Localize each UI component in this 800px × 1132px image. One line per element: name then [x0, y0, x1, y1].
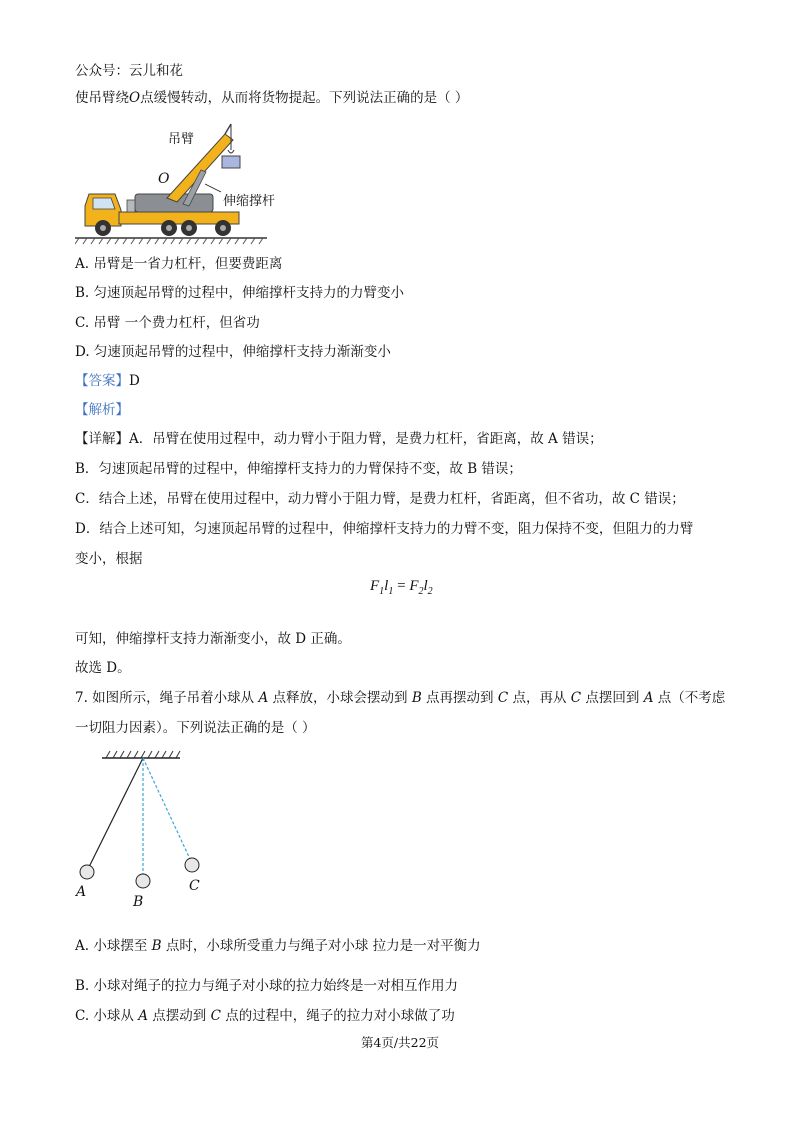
- q7-stem-line1: [75, 689, 725, 707]
- label-c: C: [189, 878, 200, 894]
- q7-text: 点（不考虑: [653, 690, 726, 706]
- pendulum-figure: [70, 748, 220, 914]
- label-a: A: [76, 884, 87, 900]
- crane-figure: [75, 114, 275, 246]
- detail-text-a: A．吊臂在使用过程中，动力臂小于阻力臂，是费力杠杆，省距离，故 A 错误；: [129, 431, 603, 447]
- lever-equation: $F_1l_1 = F_2l_2$: [370, 578, 433, 597]
- q7-option-text: A. 小球摆至: [75, 938, 152, 954]
- analysis-tag: 【解析】: [75, 402, 129, 418]
- q7-option-point: A: [138, 1008, 148, 1024]
- label-b: B: [133, 894, 144, 910]
- q7-option-c: [75, 1007, 455, 1025]
- label-rod: 伸缩撑杆: [223, 194, 276, 209]
- q7-point: C: [570, 690, 582, 706]
- label-arm: 吊臂: [168, 132, 195, 147]
- q7-option-text: 点的过程中，绳子的拉力对小球做了功: [220, 1008, 455, 1024]
- q7-option-text: 点摆动到: [147, 1008, 211, 1024]
- q7-option-text: 点时，小球所受重力与绳子对小球 拉力是一对平衡力: [161, 938, 481, 954]
- q7-option-b: [75, 977, 458, 995]
- q6-stem: [75, 89, 468, 107]
- q6-stem-point: O: [129, 90, 141, 106]
- q7-option-text: B. 小球对绳子的拉力与绳子对小球的拉力始终是一对相互作用力: [75, 978, 459, 994]
- detail-line-d: D．结合上述可知，匀速顶起吊臂的过程中，伸缩撑杆支持力的力臂不变，阻力保持不变，但阻力的力臂: [75, 521, 694, 537]
- q7-option-a: [75, 937, 481, 955]
- q7-point: B: [411, 690, 422, 706]
- q7-point: A: [258, 690, 269, 706]
- q7-point: A: [643, 690, 654, 706]
- q6-option-d: D. 匀速顶起吊臂的过程中，伸缩撑杆支持力渐渐变小: [75, 344, 391, 360]
- q6-option-b: B. 匀速顶起吊臂的过程中，伸缩撑杆支持力的力臂变小: [75, 285, 405, 301]
- q7-option-text: C. 小球从: [75, 1008, 139, 1024]
- q6-stem-before: 使吊臂绕: [75, 90, 129, 106]
- q7-stem-line2: 一切阻力因素）。下列说法正确的是（ ）: [75, 720, 316, 736]
- detail-line-b: B．匀速顶起吊臂的过程中，伸缩撑杆支持力的力臂保持不变，故 B 错误；: [75, 461, 522, 477]
- header-account: 公众号：云儿和花: [75, 63, 183, 79]
- q7-text: 7. 如图所示，绳子吊着小球从: [75, 690, 259, 706]
- q6-choose: 故选 D。: [75, 660, 131, 676]
- page-number: 第4页/共22页: [360, 1035, 440, 1050]
- detail-line-e: 变小，根据: [75, 551, 143, 567]
- answer-value: D: [129, 373, 140, 389]
- q7-text: 点释放，小球会摆动到: [268, 690, 412, 706]
- q6-option-a: A. 吊臂是一省力杠杆，但要费距离: [75, 256, 283, 272]
- q7-text: 点再摆动到: [421, 690, 498, 706]
- detail-line-c: C．结合上述，吊臂在使用过程中，动力臂小于阻力臂，是费力杠杆，省距离，但不省功，故 C 错误；: [75, 491, 685, 507]
- detail-tag: 【详解】: [75, 431, 129, 447]
- q7-option-point: C: [210, 1008, 221, 1024]
- q6-stem-after: 点缓慢转动，从而将货物提起。下列说法正确的是（ ）: [140, 90, 469, 106]
- q6-conclusion: 可知，伸缩撑杆支持力渐渐变小，故 D 正确。: [75, 631, 351, 647]
- q7-point: C: [497, 690, 509, 706]
- q7-text: 点，再从: [508, 690, 571, 706]
- label-point-o: O: [158, 171, 170, 187]
- q6-answer: [75, 372, 140, 390]
- q7-option-point: B: [151, 938, 162, 954]
- detail-line-a: [75, 430, 603, 448]
- q7-text: 点摆回到: [581, 690, 644, 706]
- q6-option-c: C. 吊臂 一个费力杠杆，但省功: [75, 315, 260, 331]
- answer-tag: 【答案】: [75, 373, 129, 389]
